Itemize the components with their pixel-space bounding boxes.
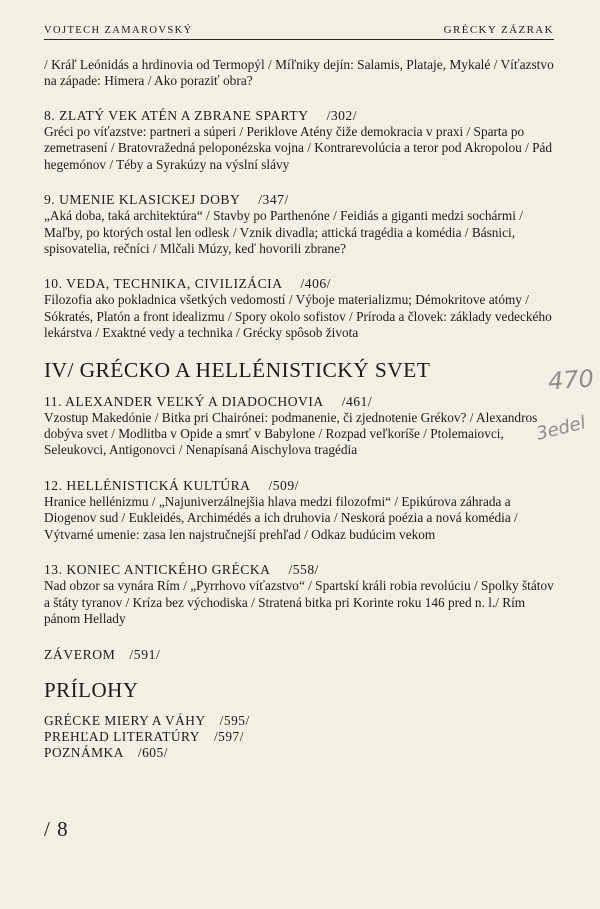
appendix-title: PREHĽAD LITERATÚRY <box>44 728 200 744</box>
chapter-page-ref: /302/ <box>326 108 358 123</box>
chapter-page-ref: /509/ <box>268 477 299 493</box>
pencil-note: 3edel <box>534 412 588 445</box>
chapter-summary: Vzostup Makedónie / Bitka pri Chairónei: podmanenie, či zjednotenie Grékov? / Alexandros dobýva svet / Modlitba v Opide a smrť v Babylone / Rozpad veľkoríše / Ptolemaiovci, Seleukovci, Antigonovci / Nenapísaná Aischylova tragédia <box>44 409 538 458</box>
chapter-summary: Gréci po víťazstve: partneri a súperi / Periklove Atény čiže demokracia v praxi / Sparta po zemetrasení / Bratovražedná peloponézska vojna / Kontrarevolúcia a teror pod Akropolou / Pád hegemónov / Téby a Syrakúzy na výslní slávy <box>44 124 553 172</box>
running-head-title: GRÉCKY ZÁZRAK <box>443 24 554 36</box>
appendices-list <box>44 713 556 760</box>
chapter-summary: Hranice hellénizmu / „Najuniverzálnejšia hlava medzi filozofmi“ / Epikúrova záhrada a Diogenov sud / Eukleidés, Archimédés a ich druhovia / Neskorá poézia a nová komédia / Výtvarné umenie: zasa len najstručnejší prehľad / Odkaz budúcim vekom <box>44 493 518 542</box>
appendix-item <box>44 729 556 745</box>
appendix-title: GRÉCKE MIERY A VÁHY <box>44 713 206 729</box>
chapter-title: 13. KONIEC ANTICKÉHO GRÉCKA <box>44 562 271 578</box>
chapter-heading <box>44 393 556 410</box>
chapter-title: 10. VEDA, TECHNIKA, CIVILIZÁCIA <box>44 276 283 292</box>
part-4-heading: IV/ GRÉCKO A HELLÉNISTICKÝ SVET <box>44 357 431 382</box>
chapter-page-ref: /347/ <box>258 192 289 208</box>
table-of-contents <box>44 57 556 760</box>
appendix-page-ref: /597/ <box>213 728 244 744</box>
running-head-author: VOJTECH ZAMAROVSKÝ <box>44 25 193 36</box>
appendix-item <box>44 745 556 761</box>
appendix-item <box>44 713 556 729</box>
chapter-7-continuation: / Kráľ Leónidás a hrdinovia od Termopýl / Míľniky dejín: Salamis, Plataje, Mykalé / Víťazstvo na západe: Himera / Ako poraziť obra? <box>44 57 554 88</box>
running-head <box>44 24 554 40</box>
chapter-page-ref: /558/ <box>288 562 319 578</box>
appendices-heading: PRÍLOHY <box>44 678 139 703</box>
chapter-13 <box>44 561 556 627</box>
chapter-11 <box>44 393 556 459</box>
chapter-summary: Nad obzor sa vynára Rím / „Pyrrhovo víťazstvo“ / Spartskí králi robia revolúciu / Spolky štátov a štáty tyranov / Kríza bez východiska / Stratená bitka pri Korinte roku 146 pred n. l./ Rím pánom Hellady <box>44 578 554 626</box>
chapter-8 <box>44 107 556 173</box>
chapter-title: 8. ZLATÝ VEK ATÉN A ZBRANE SPARTY <box>44 108 309 123</box>
chapter-9 <box>44 191 556 257</box>
chapter-title: 12. HELLÉNISTICKÁ KULTÚRA <box>44 477 251 493</box>
chapter-10 <box>44 275 556 341</box>
conclusion-entry <box>44 647 556 663</box>
chapter-page-ref: /461/ <box>341 393 373 409</box>
pencil-note: 470 <box>547 364 595 396</box>
chapter-12 <box>44 477 556 543</box>
chapter-heading <box>44 107 556 124</box>
appendix-page-ref: /595/ <box>219 713 250 729</box>
chapter-title: 11. ALEXANDER VEĽKÝ A DIADOCHOVIA <box>44 393 324 409</box>
chapter-heading <box>44 275 556 292</box>
chapter-summary: Filozofia ako pokladnica všetkých vedomostí / Výboje materializmu; Démokritove atómy / Sókratés, Platón a front idealizmu / Spory okolo sofistov / Príroda a človek: základy vedeckého lekárstva / Exaktné vedy a technika / Grécky spôsob života <box>44 292 552 341</box>
chapter-page-ref: /406/ <box>300 276 331 292</box>
conclusion-page-ref: /591/ <box>129 647 161 663</box>
conclusion-title: ZÁVEROM <box>44 647 116 663</box>
chapter-heading <box>44 561 556 578</box>
chapter-title: 9. UMENIE KLASICKEJ DOBY <box>44 192 241 208</box>
chapter-heading <box>44 477 556 494</box>
appendix-title: POZNÁMKA <box>44 744 124 760</box>
chapter-summary: „Aká doba, taká architektúra“ / Stavby po Parthenóne / Feidiás a giganti medzi sochármi / Maľby, po ktorých ostal len odlesk / Vznik divadla; attická tragédia a komédia / Básnici, spisovatelia, rečníci / Mlčali Múzy, keď hovorili zbrane? <box>44 208 523 257</box>
chapter-heading <box>44 191 556 208</box>
page-number: / 8 <box>44 817 69 841</box>
appendix-page-ref: /605/ <box>137 744 168 760</box>
